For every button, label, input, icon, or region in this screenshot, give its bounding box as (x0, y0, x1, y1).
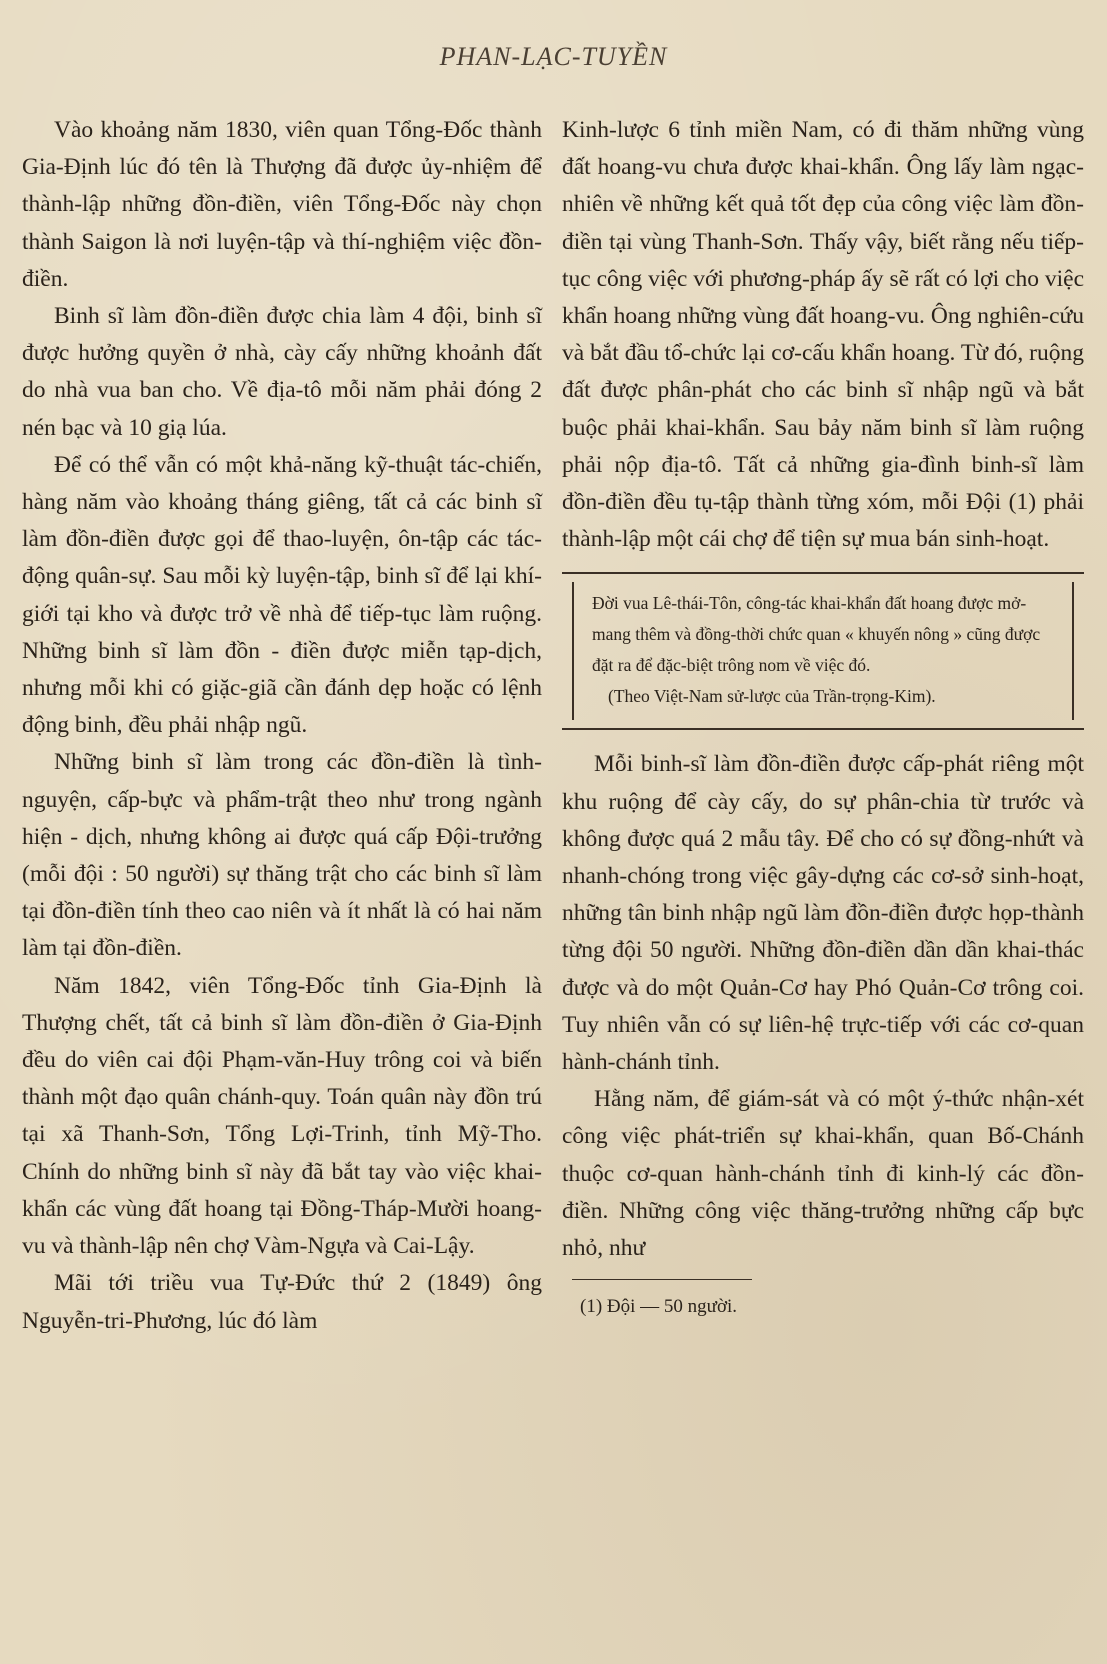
note-source: (Theo Việt-Nam sử-lược của Trần-trọng-Kim). (608, 686, 936, 707)
left-column (22, 112, 542, 1340)
paragraph: Mãi tới triều vua Tự-Đức thứ 2 (1849) ông Nguyễn-tri-Phương, lúc đó làm (22, 1270, 542, 1334)
paragraph: Binh sĩ làm đồn-điền được chia làm 4 đội, binh sĩ được hưởng quyền ở nhà, cày cấy những khoảnh đất do nhà vua ban cho. Về địa-tô mỗi năm phải đóng 2 nén bạc và 10 giạ lúa. (22, 303, 542, 441)
paragraph: Hằng năm, để giám-sát và có một ý-thức nhận-xét công việc phát-triển sự khai-khẩn, quan Bố-Chánh thuộc cơ-quan hành-chánh tỉnh đi kinh-lý các đồn-điền. Những công việc thăng-trưởng những cấp bực nhỏ, như (562, 1086, 1084, 1262)
paragraph: Kinh-lược 6 tỉnh miền Nam, có đi thăm những vùng đất hoang-vu chưa được khai-khẩn. Ông lấy làm ngạc-nhiên về những kết quả tốt đẹp của công việc làm đồn-điền tại vùng Thanh-Sơn. Thấy vậy, biết rằng nếu tiếp-tục công việc với phương-pháp ấy sẽ rất có lợi cho việc khẩn hoang những vùng đất hoang-vu. Ông nghiên-cứu và bắt đầu tổ-chức lại cơ-cấu khẩn hoang. Từ đó, ruộng đất được phân-phát cho các binh sĩ nhập ngũ và bắt buộc phải khai-khẩn. Sau bảy năm binh sĩ làm ruộng phải nộp địa-tô. Tất cả những gia-đình binh-sĩ làm đồn-điền đều tụ-tập thành từng xóm, mỗi Đội (1) phải thành-lập một cái chợ để tiện sự mua bán sinh-hoạt. (562, 117, 1084, 553)
paragraph: Năm 1842, viên Tổng-Đốc tỉnh Gia-Định là Thượng chết, tất cả binh sĩ làm đồn-điền ở Gia-Định đều do viên cai đội Phạm-văn-Huy trông coi và biến thành một đạo quân chánh-quy. Toán quân này đồn trú tại xã Thanh-Sơn, Tổng Lợi-Trinh, tỉnh Mỹ-Tho. Chính do những binh sĩ này đã bắt tay vào việc khai-khẩn các vùng đất hoang tại Đồng-Tháp-Mười hoang-vu và thành-lập nên chợ Vàm-Ngựa và Cai-Lậy. (22, 972, 542, 1260)
running-header: PHAN-LẠC-TUYỀN (439, 42, 668, 71)
note-box-inner (572, 582, 1074, 720)
note-text: Đời vua Lê-thái-Tôn, công-tác khai-khẩn đất hoang được mở-mang thêm và đồng-thời chức quan « khuyến nông » cũng được đặt ra để đặc-biệt trông nom về việc đó. (592, 593, 1041, 676)
note-box (562, 572, 1084, 730)
footnote: (1) Đội — 50 người. (580, 1296, 738, 1318)
paragraph: Vào khoảng năm 1830, viên quan Tổng-Đốc thành Gia-Định lúc đó tên là Thượng đã được ủy-nhiệm để thành-lập những đồn-điền, viên Tổng-Đốc này chọn thành Saigon là nơi luyện-tập và thí-nghiệm việc đồn-điền. (22, 117, 542, 292)
paragraph: Để có thể vẫn có một khả-năng kỹ-thuật tác-chiến, hàng năm vào khoảng tháng giêng, tất cả các binh sĩ làm đồn-điền được gọi để thao-luyện, ôn-tập các tác-động quân-sự. Sau mỗi kỳ luyện-tập, binh sĩ để lại khí-giới tại kho và được trở về nhà để tiếp-tục làm ruộng. Những binh sĩ làm đồn - điền được miễn tạp-dịch, nhưng mỗi khi có giặc-giã cần đánh dẹp hoặc có lệnh động binh, đều phải nhập ngũ. (22, 451, 542, 739)
paragraph: Mỗi binh-sĩ làm đồn-điền được cấp-phát riêng một khu ruộng để cày cấy, do sự phân-chia từ trước và không được quá 2 mẫu tây. Để cho có sự đồng-nhứt và nhanh-chóng trong việc gây-dựng các cơ-sở sinh-hoạt, những tân binh nhập ngũ làm đồn-điền được họp-thành từng đội 50 người. Những đồn-điền dần dần khai-thác được và do một Quản-Cơ hay Phó Quản-Cơ trông coi. Tuy nhiên vẫn có sự liên-hệ trực-tiếp với các cơ-quan hành-chánh tỉnh. (562, 751, 1084, 1076)
right-column (562, 112, 1084, 1320)
paragraph: Những binh sĩ làm trong các đồn-điền là tình-nguyện, cấp-bực và phẩm-trật theo như trong ngành hiện - dịch, nhưng không ai được quá cấp Đội-trưởng (mỗi đội : 50 người) sự thăng trật cho các binh sĩ làm tại đồn-điền tính theo cao niên và ít nhất là có hai năm làm tại đồn-điền. (22, 749, 542, 962)
footnote-divider (572, 1279, 752, 1280)
